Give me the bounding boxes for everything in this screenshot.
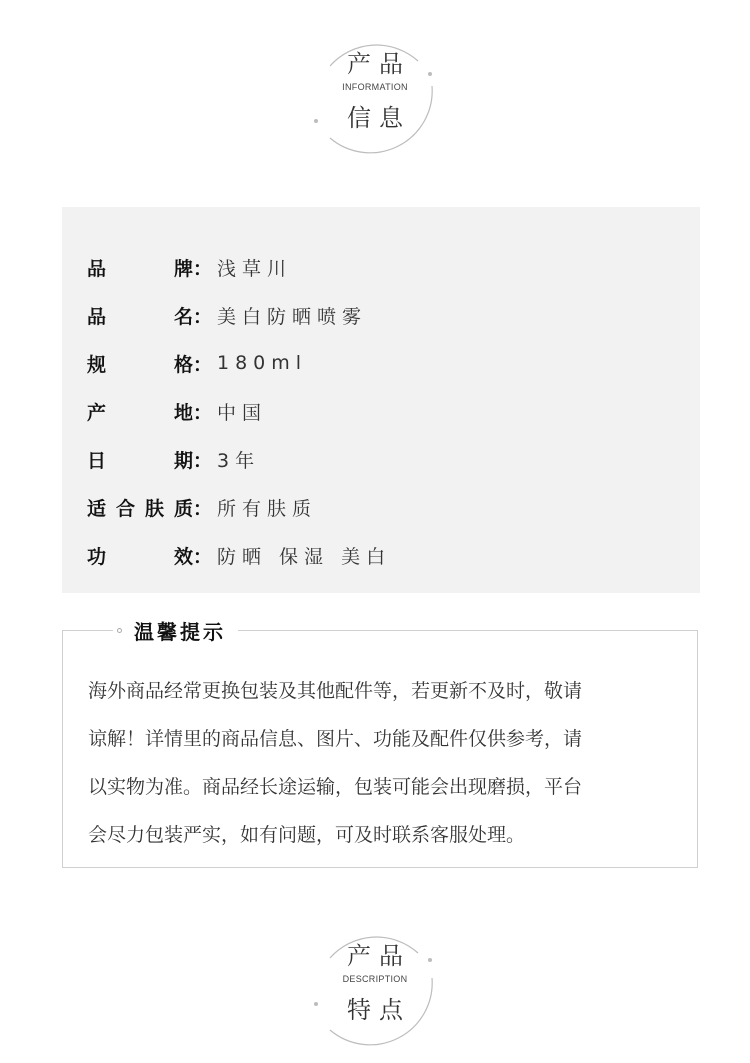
- info-label: 规 格: [87, 353, 193, 376]
- info-value-name: 美白防晒喷雾: [217, 305, 368, 328]
- info-row-effect: 功 效 ： 防晒 保湿 美白: [87, 540, 391, 570]
- notice-line: 海外商品经常更换包装及其他配件等，若更新不及时，敬请: [88, 680, 583, 702]
- info-value-spec: 180ml: [217, 352, 308, 374]
- notice-title: [113, 615, 238, 645]
- section-badge-description: [300, 918, 450, 1048]
- notice-box: [62, 619, 698, 868]
- info-label: 功 效: [87, 545, 193, 568]
- info-row-date: 日 期 ： 3年: [87, 444, 260, 474]
- info-label: 品 名: [87, 305, 193, 328]
- section-badge-information: [300, 26, 450, 156]
- info-row-spec: 规 格 ： 180ml: [87, 348, 307, 378]
- badge-title-bottom: 特点: [347, 996, 411, 1024]
- info-row-skin-type: 适 合 肤 质 ： 所有肤质: [87, 492, 317, 522]
- notice-line: 会尽力包装严实，如有问题，可及时联系客服处理。: [88, 824, 526, 846]
- badge-subtitle-en: DESCRIPTION: [342, 974, 408, 984]
- info-value-skin-type: 所有肤质: [217, 497, 318, 520]
- info-value-brand: 浅草川: [217, 257, 293, 280]
- badge-subtitle-en: INFORMATION: [342, 82, 408, 92]
- badge-title-top: 产品: [347, 50, 411, 78]
- info-row-origin: 产 地 ： 中国: [87, 396, 267, 426]
- badge-title-bottom: 信息: [347, 104, 411, 132]
- info-label: 适 合 肤 质: [87, 497, 193, 520]
- product-info-panel: [62, 207, 700, 593]
- info-label: 品 牌: [87, 257, 193, 280]
- info-label: 日 期: [87, 449, 193, 472]
- info-value-date: 3年: [217, 449, 261, 472]
- info-label: 产 地: [87, 401, 193, 424]
- notice-title-text: 温馨提示: [134, 619, 226, 644]
- info-value-origin: 中国: [217, 401, 268, 424]
- badge-title-top: 产品: [347, 942, 411, 970]
- info-value-effect: 防晒 保湿 美白: [217, 545, 392, 568]
- notice-line: 谅解！详情里的商品信息、图片、功能及配件仅供参考，请: [88, 728, 583, 750]
- notice-line: 以实物为准。商品经长途运输，包装可能会出现磨损，平台: [88, 776, 583, 798]
- info-row-name: 品 名 ： 美白防晒喷雾: [87, 300, 367, 330]
- notice-body: [88, 667, 678, 859]
- info-row-brand: 品 牌 ： 浅草川: [87, 252, 292, 282]
- bullet-dot-icon: [117, 628, 122, 633]
